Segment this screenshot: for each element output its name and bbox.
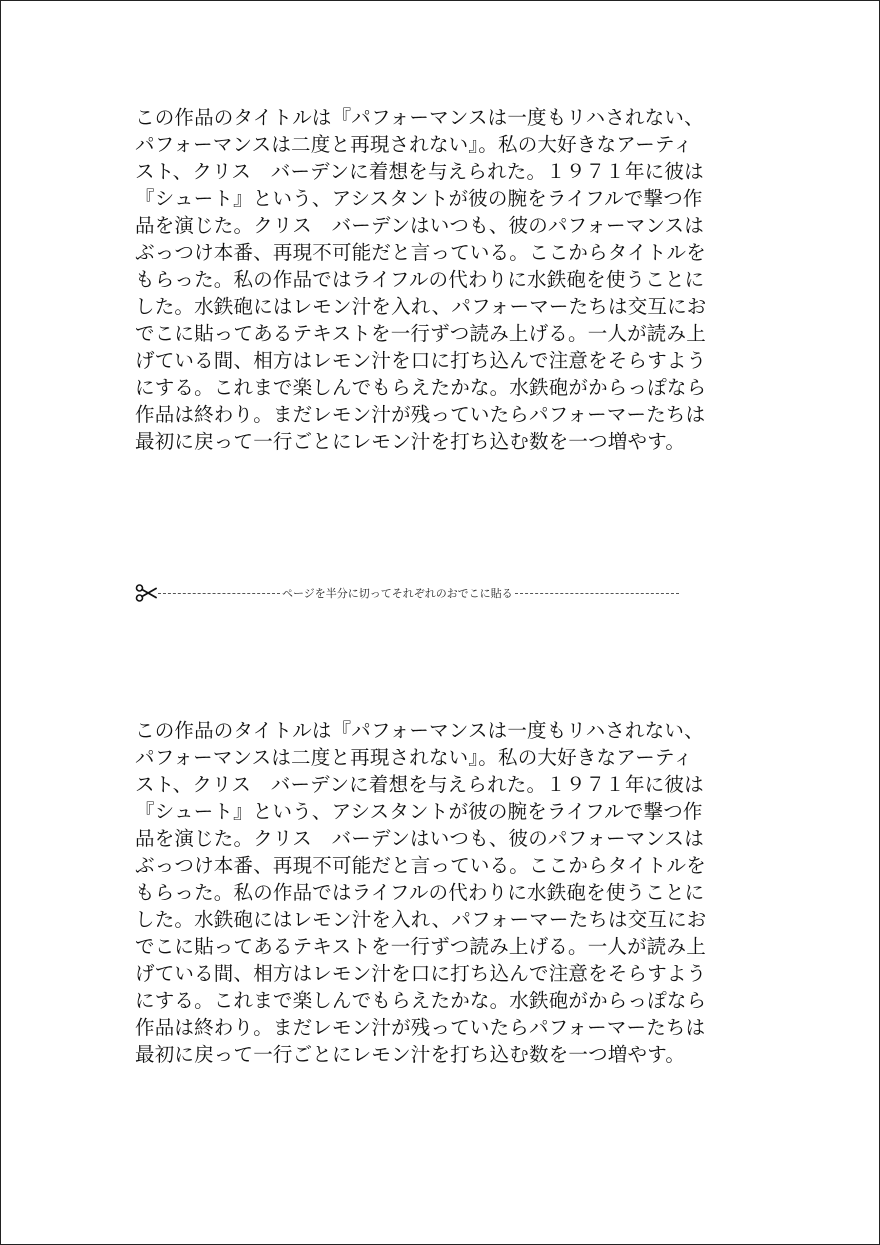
text-line: 最初に戻って一行ごとにレモン汁を打ち込む数を一つ増やす。 — [135, 430, 686, 453]
text-line: 『シュート』という、アシスタントが彼の腕をライフルで撃つ作 — [135, 800, 703, 823]
text-line: した。水鉄砲にはレモン汁を入れ、パフォーマーたちは交互にお — [135, 908, 707, 931]
dashed-line-left — [158, 593, 280, 594]
text-line: もらった。私の作品ではライフルの代わりに水鉄砲を使うことに — [135, 268, 705, 291]
text-line: にする。これまで楽しんでもらえたかな。水鉄砲がからっぽなら — [135, 376, 707, 399]
text-line: ぶっつけ本番、再現不可能だと言っている。ここからタイトルを — [135, 854, 706, 877]
text-line: でこに貼ってあるテキストを一行ずつ読み上げる。一人が読み上 — [135, 322, 706, 345]
text-line: スト、クリス バーデンに着想を与えられた。１９７１年に彼は — [135, 773, 704, 796]
text-line: 品を演じた。クリス バーデンはいつも、彼のパフォーマンスは — [135, 827, 704, 850]
text-line: ぶっつけ本番、再現不可能だと言っている。ここからタイトルを — [135, 241, 706, 264]
text-line: もらった。私の作品ではライフルの代わりに水鉄砲を使うことに — [135, 881, 705, 904]
text-line: 作品は終わり。まだレモン汁が残っていたらパフォーマーたちは — [135, 403, 706, 426]
cut-instruction: ページを半分に切ってそれぞれのおでこに貼る — [282, 587, 513, 600]
text-line: 品を演じた。クリス バーデンはいつも、彼のパフォーマンスは — [135, 214, 704, 237]
text-line: この作品のタイトルは『パフォーマンスは一度もリハされない、 — [135, 719, 704, 742]
text-line: スト、クリス バーデンに着想を与えられた。１９７１年に彼は — [135, 160, 704, 183]
text-line: げている間、相方はレモン汁を口に打ち込んで注意をそらすよう — [135, 349, 707, 372]
text-block-bottom — [135, 717, 735, 1068]
text-line: この作品のタイトルは『パフォーマンスは一度もリハされない、 — [135, 106, 704, 129]
text-line: パフォーマンスは二度と再現されない』。私の大好きなアーティ — [135, 133, 693, 156]
scissors-icon — [135, 584, 157, 602]
dashed-line-right — [515, 593, 679, 594]
text-line: した。水鉄砲にはレモン汁を入れ、パフォーマーたちは交互にお — [135, 295, 707, 318]
text-line: でこに貼ってあるテキストを一行ずつ読み上げる。一人が読み上 — [135, 935, 706, 958]
text-line: 作品は終わり。まだレモン汁が残っていたらパフォーマーたちは — [135, 1016, 706, 1039]
text-line: 最初に戻って一行ごとにレモン汁を打ち込む数を一つ増やす。 — [135, 1043, 686, 1066]
text-line: パフォーマンスは二度と再現されない』。私の大好きなアーティ — [135, 746, 693, 769]
cut-line — [135, 582, 735, 604]
text-line: 『シュート』という、アシスタントが彼の腕をライフルで撃つ作 — [135, 187, 703, 210]
text-block-top — [135, 104, 735, 455]
text-line: げている間、相方はレモン汁を口に打ち込んで注意をそらすよう — [135, 962, 707, 985]
text-line: にする。これまで楽しんでもらえたかな。水鉄砲がからっぽなら — [135, 989, 707, 1012]
